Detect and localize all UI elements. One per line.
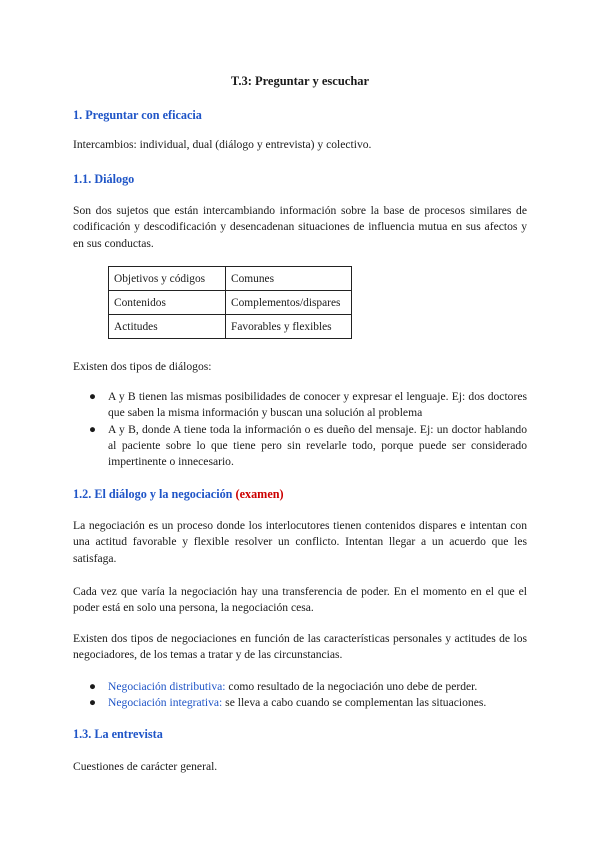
- bullet-icon: ●: [89, 390, 97, 403]
- bullet-icon: ●: [89, 696, 97, 710]
- paragraph-dialogo-definition: Son dos sujetos que están intercambiando información sobre la base de procesos similares de codificación y descodificación y desencadenan situaciones de influencia mutua en sus afectos y en sus conductas.: [73, 204, 527, 250]
- list-item: [73, 422, 527, 471]
- bullet-icon: ●: [89, 422, 97, 436]
- paragraph-negociacion-definition: La negociación es un proceso donde los interlocutores tienen contenidos dispares e intentan con una actitud favorable y flexible resolver un conflicto. Intentan llegar a un acuerdo que les satisfaga.: [73, 519, 527, 565]
- term-negociacion-integrativa: Negociación integrativa:: [108, 696, 223, 710]
- table-row: [109, 315, 352, 339]
- document-title: T.3: Preguntar y escuchar: [230, 74, 370, 88]
- heading-preguntar-con-eficacia: 1. Preguntar con eficacia: [73, 108, 202, 122]
- exam-note: (examen): [235, 487, 284, 501]
- list-item: [73, 679, 527, 695]
- list-item-text: A y B tienen las mismas posibilidades de conocer y expresar el lenguaje. Ej: dos doctores que saben la misma información y buscan una solución al problema: [108, 390, 527, 420]
- list-item: [73, 389, 527, 422]
- list-item-text: A y B, donde A tiene toda la información o es dueño del mensaje. Ej: un doctor hablando al paciente sobre lo que tiene pero sin revelarle todo, porque puede ser considerado impertinente o innecesario.: [108, 422, 527, 469]
- paragraph-cuestiones: Cuestiones de carácter general.: [73, 760, 218, 773]
- table-cell: Favorables y flexibles: [226, 315, 352, 339]
- paragraph-tipos-negociaciones: Existen dos tipos de negociaciones en función de las características personales y actitudes de los negociadores, de los temas a tratar y de las circunstancias.: [73, 632, 527, 662]
- table-row: [109, 291, 352, 315]
- list-item: [73, 695, 527, 711]
- list-item-text: se lleva a cabo cuando se complementan las situaciones.: [222, 696, 487, 710]
- term-negociacion-distributiva: Negociación distributiva:: [108, 680, 226, 693]
- heading-dialogo: 1.1. Diálogo: [73, 172, 135, 186]
- paragraph-tipos-dialogos: Existen dos tipos de diálogos:: [73, 360, 212, 373]
- table-cell: Objetivos y códigos: [109, 267, 226, 291]
- table-cell: Contenidos: [109, 291, 226, 315]
- table-cell: Actitudes: [109, 315, 226, 339]
- bullet-icon: ●: [89, 680, 97, 693]
- table-row: [109, 267, 352, 291]
- heading-dialogo-negociacion: [73, 487, 284, 502]
- table-cell: Comunes: [226, 267, 352, 291]
- list-item-text: como resultado de la negociación uno debe de perder.: [225, 680, 478, 693]
- table-cell: Complementos/dispares: [226, 291, 352, 315]
- heading-text: 1.2. El diálogo y la negociación: [73, 487, 233, 501]
- dialogo-types-list: [73, 389, 527, 470]
- paragraph-transferencia-poder: Cada vez que varía la negociación hay una transferencia de poder. En el momento en el que el poder está en solo una persona, la negociación cesa.: [73, 585, 527, 615]
- dialogo-table: [108, 266, 352, 339]
- heading-entrevista: 1.3. La entrevista: [73, 727, 163, 741]
- paragraph-intercambios: Intercambios: individual, dual (diálogo y entrevista) y colectivo.: [73, 138, 372, 151]
- negociacion-types-list: [73, 679, 527, 712]
